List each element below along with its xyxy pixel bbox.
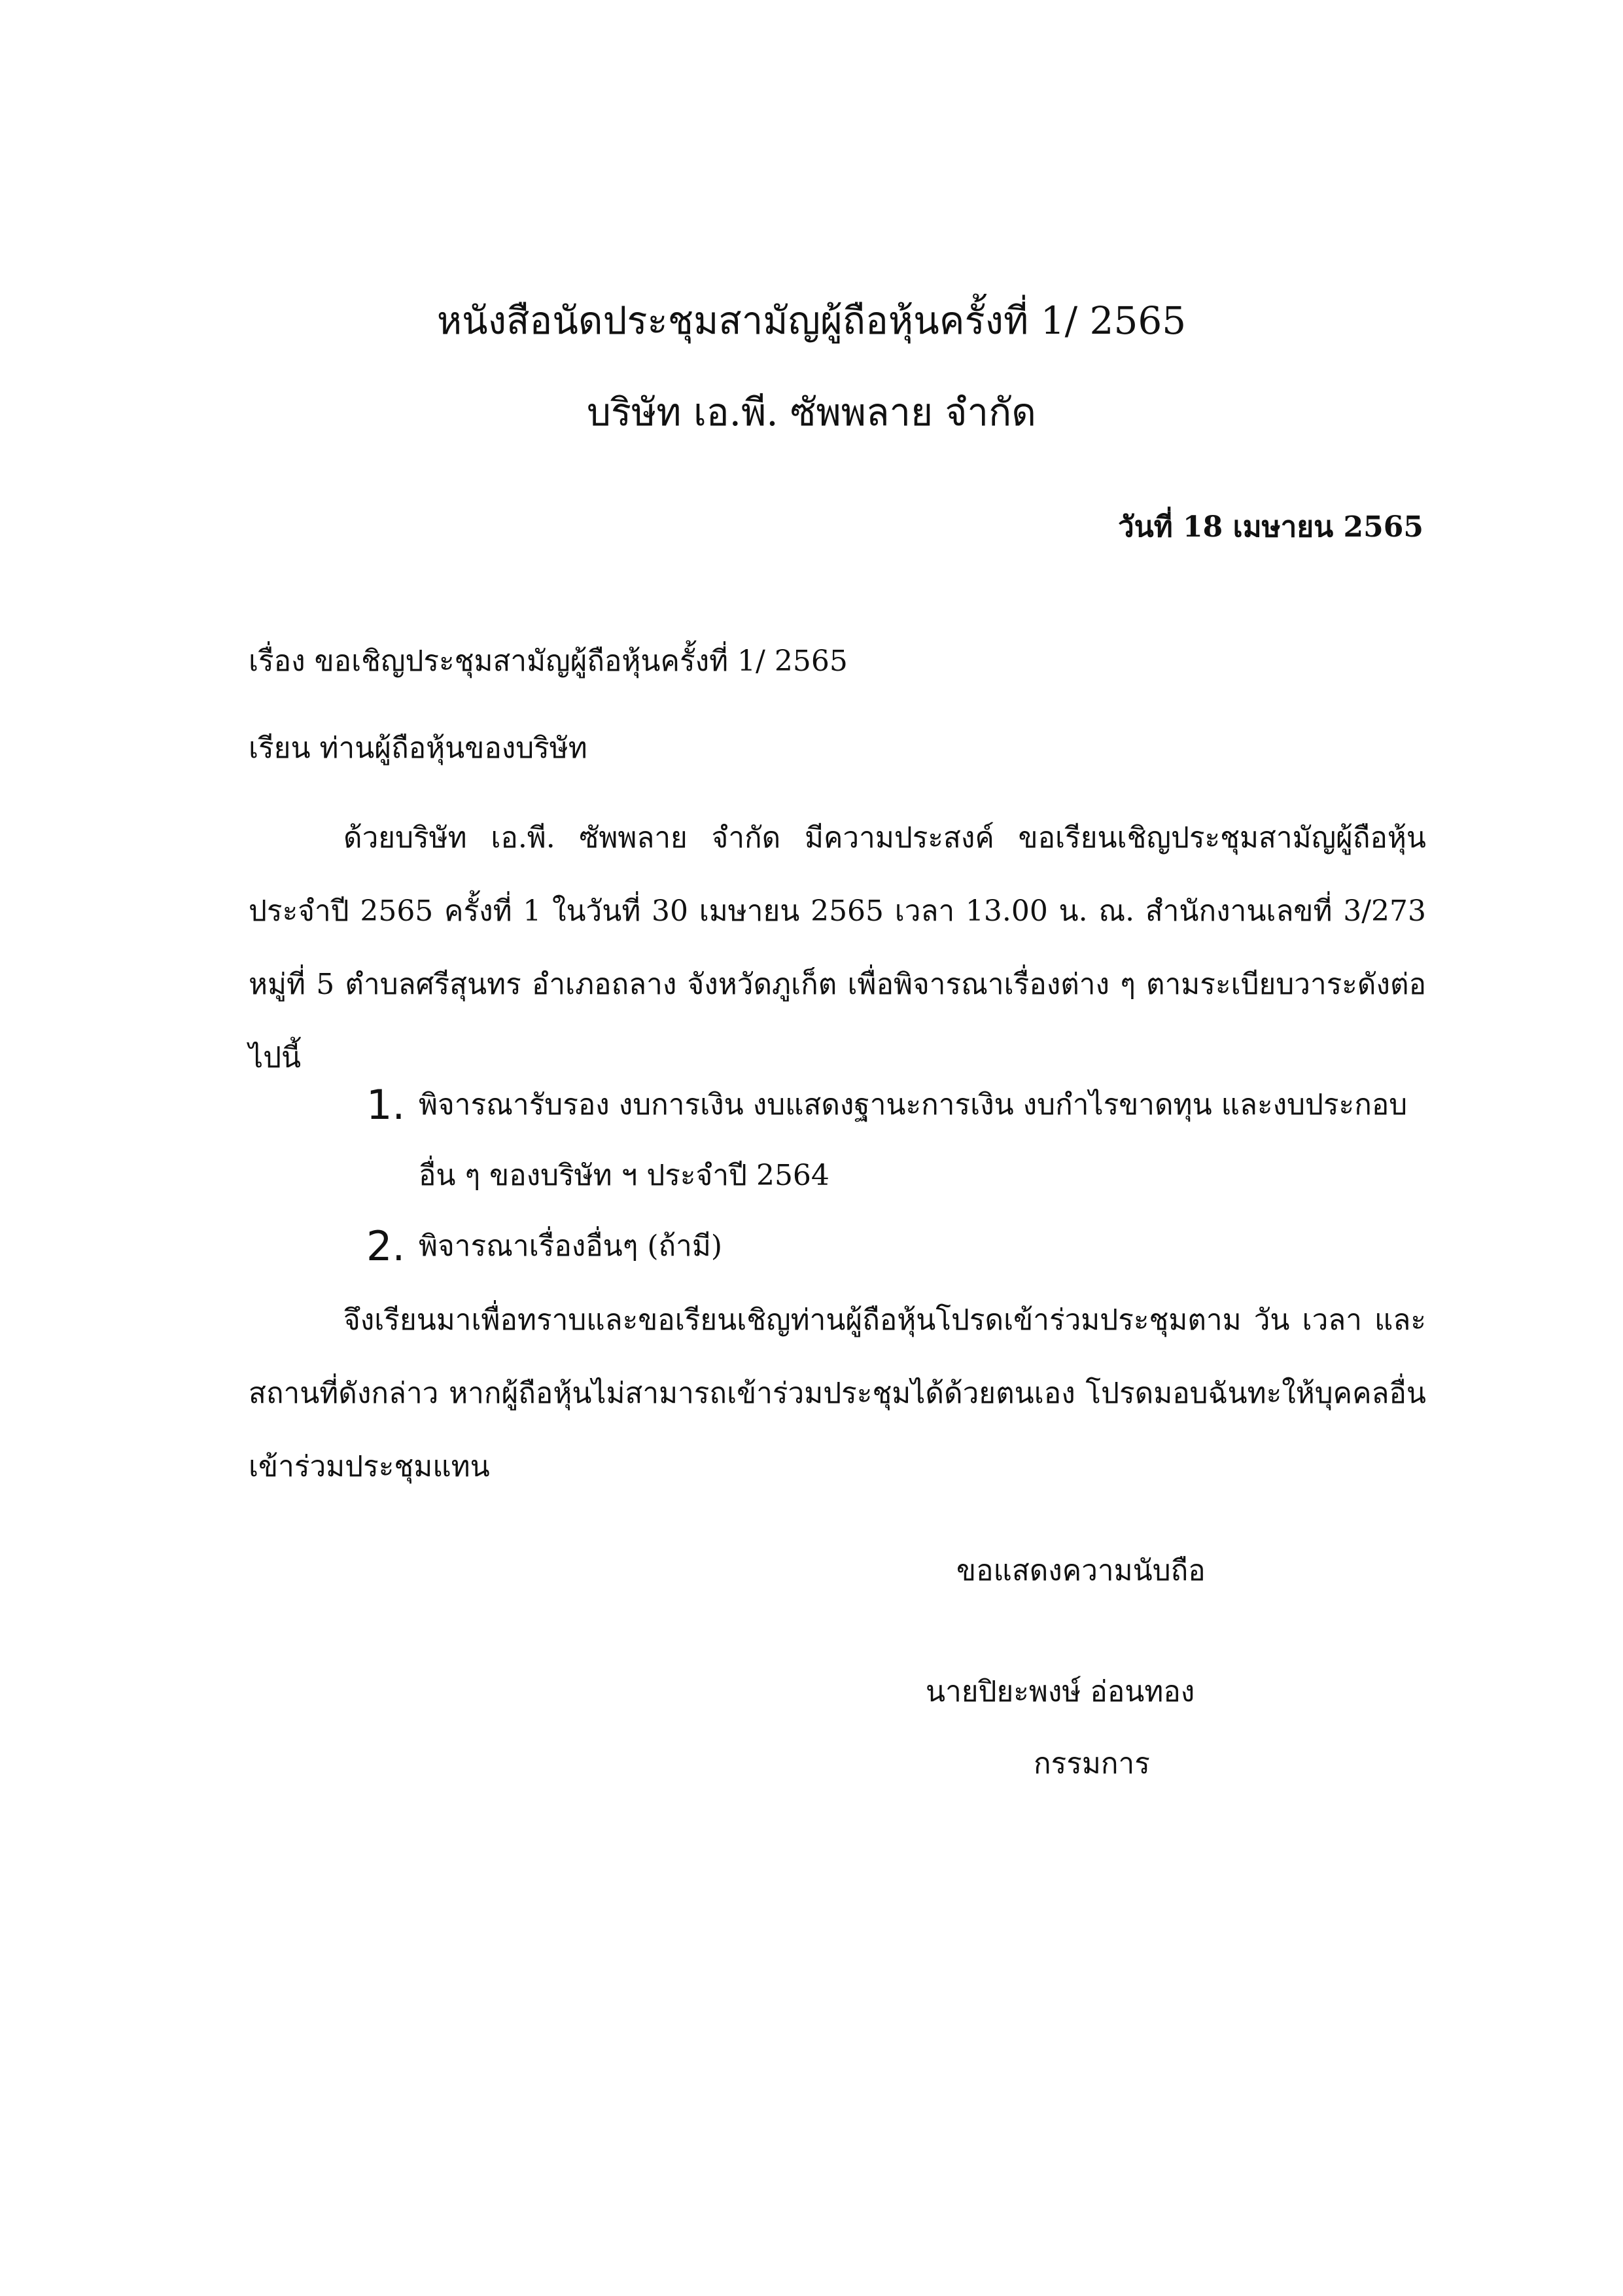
body-closing-text: จึงเรียนมาเพื่อทราบและขอเรียนเชิญท่านผู้ถือหุ้นโปรดเข้าร่วมประชุมตาม วัน เวลา และสถานที่ดังกล่าว หากผู้ถือหุ้นไม่สามารถเข้าร่วมประชุมได้ด้วยตนเอง โปรดมอบฉันทะให้บุคคลอื่นเข้าร่วมประชุมแทน xyxy=(249,1303,1426,1483)
signature-position: กรรมการ xyxy=(1034,1747,1150,1780)
company-name: บริษัท เอ.พี. ซัพพลาย จำกัด xyxy=(587,390,1036,434)
agenda-item-number: 1. xyxy=(366,1081,406,1129)
body-closing-paragraph xyxy=(249,1284,1426,1504)
letter-date: วันที่ 18 เมษายน 2565 xyxy=(1117,510,1423,544)
agenda-item-text: พิจารณารับรอง งบการเงิน งบแสดงฐานะการเงิน งบกำไรขาดทุน และงบประกอบอื่น ๆ ของบริษัท ฯ ประจำปี 2564 xyxy=(419,1088,1408,1192)
agenda-item-text: พิจารณาเรื่องอื่นๆ (ถ้ามี) xyxy=(419,1229,723,1263)
agenda-item-number: 2. xyxy=(366,1222,406,1270)
agenda-list xyxy=(366,1070,1413,1282)
letter-recipient: เรียน ท่านผู้ถือหุ้นของบริษัท xyxy=(249,732,587,765)
body-intro-text: ด้วยบริษัท เอ.พี. ซัพพลาย จำกัด มีความประสงค์ ขอเรียนเชิญประชุมสามัญผู้ถือหุ้นประจำปี 2565 ครั้งที่ 1 ในวันที่ 30 เมษายน 2565 เวลา 13.00 น. ณ. สำนักงานเลขที่ 3/273 หมู่ที่ 5 ตำบลศรีสุนทร อำเภอถลาง จังหวัดภูเก็ต เพื่อพิจารณาเรื่องต่าง ๆ ตามระเบียบวาระดังต่อไปนี้ xyxy=(249,821,1426,1074)
agenda-item xyxy=(366,1070,1413,1211)
letter-header xyxy=(0,275,1623,458)
body-intro-paragraph xyxy=(249,802,1426,1095)
signature-salutation: ขอแสดงความนับถือ xyxy=(956,1554,1206,1587)
signature-name: นายปิยะพงษ์ อ่อนทอง xyxy=(926,1675,1195,1708)
agenda-item xyxy=(366,1211,1413,1282)
letter-subject: เรื่อง ขอเชิญประชุมสามัญผู้ถือหุ้นครั้งที่ 1/ 2565 xyxy=(249,645,848,678)
letter-title: หนังสือนัดประชุมสามัญผู้ถือหุ้นครั้งที่ 1/ 2565 xyxy=(436,298,1187,343)
